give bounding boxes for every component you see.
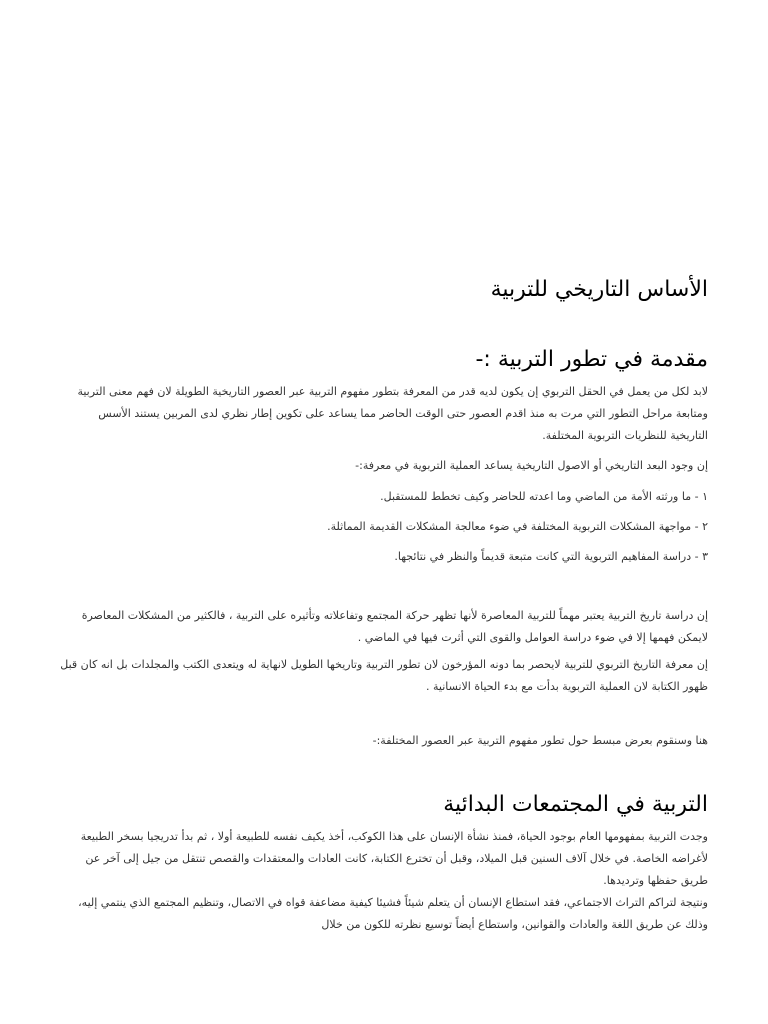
section-heading-intro: مقدمة في تطور التربية :- (475, 347, 708, 372)
paragraph-primitive-origins (58, 826, 708, 892)
paragraph-text: ونتيجة لتراكم التراث الاجتماعي، فقد استطاع الإنسان أن يتعلم شيئاً فشيئا كيفية مضاعفة قواه في الاتصال، وتنظيم المجتمع الذي ينتمي إليه، وذلك عن طريق اللغة والعادات والقوانين، واستطاع أيضاً توسيع نظرته للكون من خلال (78, 896, 708, 931)
list-item: ٣ - دراسة المفاهيم التربوية التي كانت متبعة قديماً والنظر في نتائجها. (394, 550, 708, 563)
paragraph-text: إن دراسة تاريخ التربية يعتبر مهماً للتربية المعاصرة لأنها تظهر حركة المجتمع وتفاعلاته وتأثيره على التربية ، فالكثير من المشكلات المعاصرة لايمكن فهمها إلا في ضوء دراسة العوامل والقوى التي أثرت فيها في الماضي . (81, 609, 708, 644)
paragraph-text: إن معرفة التاريخ التربوي للتربية لايحصر بما دونه المؤرخون لان تطور التربية وتاريخها الطويل لانهاية له ويتعدى الكتب والمجلدات بل انه كان قبل ظهور الكتابة لان العملية التربوية بدأت مع بدء الحياة الانسانية . (60, 658, 708, 693)
paragraph-social-heritage (58, 892, 708, 936)
list-item: ٢ - مواجهة المشكلات التربوية المختلفة في ضوء معالجة المشكلات القديمة المماثلة. (327, 520, 708, 533)
intro-paragraph (58, 381, 708, 447)
overview-line: هنا وسنقوم بعرض مبسط حول تطور مفهوم التربية عبر العصور المختلفة:- (372, 734, 708, 747)
list-item: ١ - ما ورثته الأمة من الماضي وما اعدته للحاضر وكيف تخطط للمستقبل. (380, 490, 708, 503)
section-heading-primitive: التربية في المجتمعات البدائية (443, 792, 708, 817)
paragraph-history-scope (58, 654, 708, 698)
intro-paragraph-text: لابد لكل من يعمل في الحقل التربوي إن يكون لديه قدر من المعرفة بتطور مفهوم التربية عبر العصور التاريخية الطويلة لان فهم معنى التربية ومتابعة مراحل التطور التي مرت به منذ اقدم العصور حتى الوقت الحاضر مما يساعد على تكوين إطار نظري لدى المربين يستند الأسس التاريخية للنظريات التربوية المختلفة. (77, 385, 708, 442)
main-title: الأساس التاريخي للتربية (490, 277, 708, 302)
paragraph-history-importance (58, 605, 708, 649)
paragraph-text: وجدت التربية بمفهومها العام بوجود الحياة، فمنذ نشأة الإنسان على هذا الكوكب، أخذ يكيف نفسه للطبيعة أولا ، ثم بدأ تدريجيا بسخر الطبيعة لأغراضه الخاصة. في خلال آلاف السنين قبل الميلاد، وقبل أن تخترع الكتابة، كانت العادات والمعتقدات والقصص تنتقل من جيل إلى آخر عن طريق حفظها وترديدها. (80, 830, 708, 887)
knowledge-intro: إن وجود البعد التاريخي أو الاصول التاريخية يساعد العملية التربوية في معرفة:- (355, 459, 708, 472)
